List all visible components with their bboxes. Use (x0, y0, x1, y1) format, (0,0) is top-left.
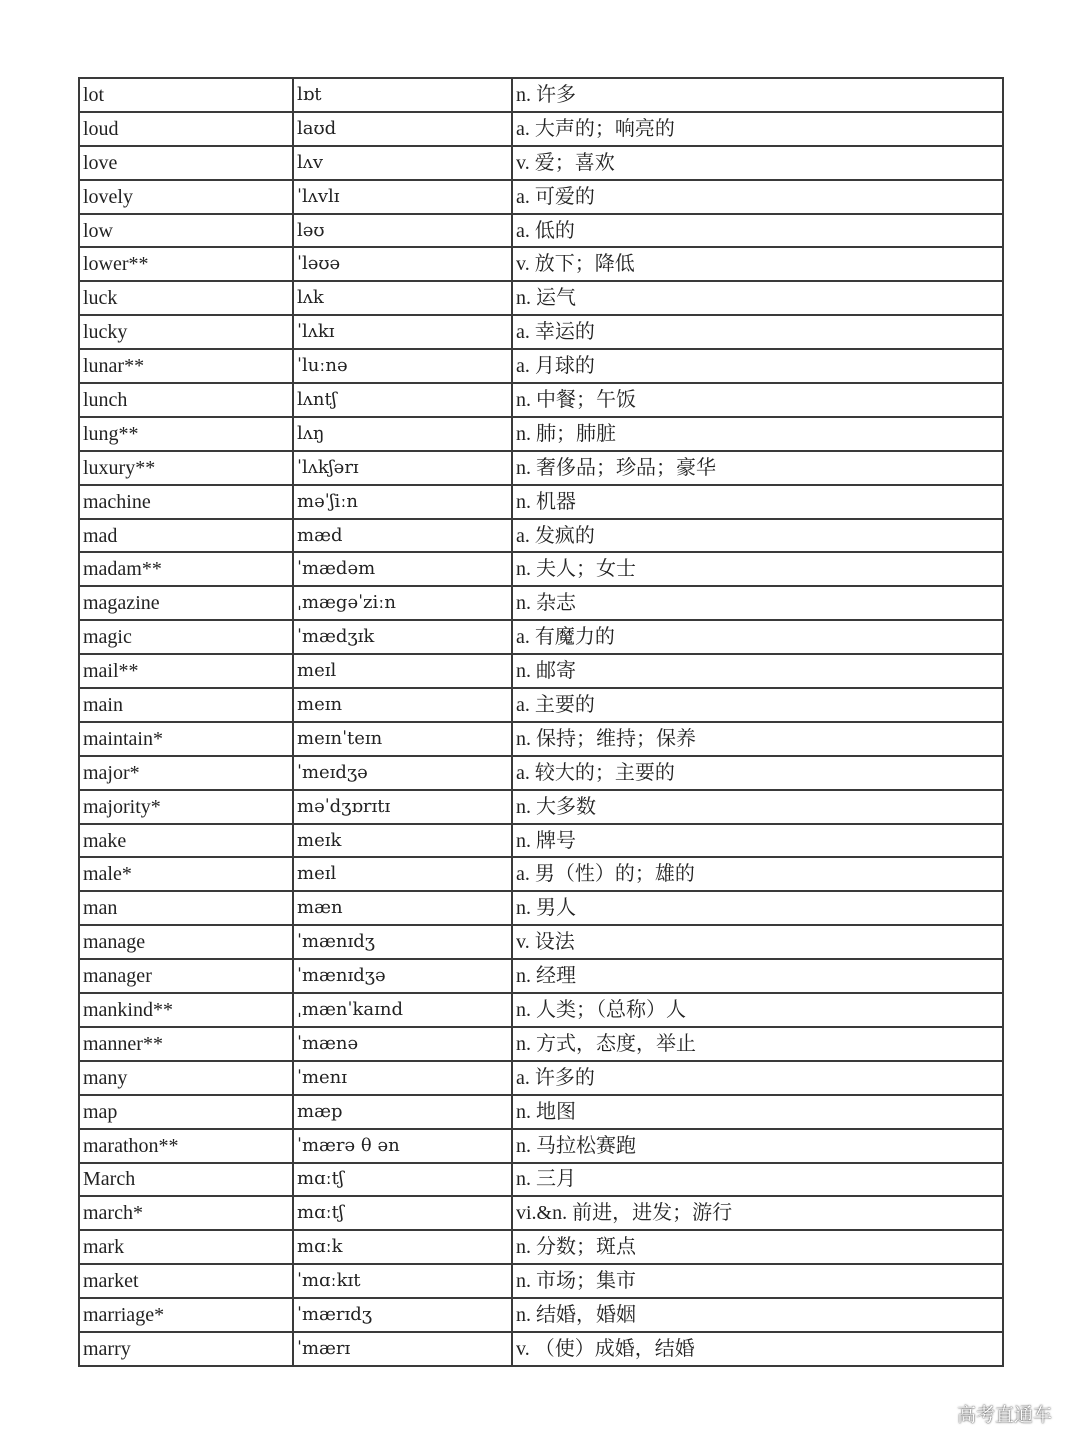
table-row (79, 1230, 1003, 1264)
phonetic-cell: ˈluːnə (293, 349, 512, 383)
meaning-cell: n. 肺；肺脏 (512, 417, 1003, 451)
word-cell: luck (79, 281, 293, 315)
table-row (79, 1298, 1003, 1332)
word-cell: man (79, 891, 293, 925)
word-cell: lucky (79, 315, 293, 349)
word-cell: lung** (79, 417, 293, 451)
meaning-cell: a. 幸运的 (512, 315, 1003, 349)
table-row (79, 315, 1003, 349)
phonetic-cell: ˈlʌkʃərɪ (293, 451, 512, 485)
phonetic-cell: ˈmædəm (293, 552, 512, 586)
meaning-cell: vi.&n. 前进，进发；游行 (512, 1196, 1003, 1230)
phonetic-cell: ˌmænˈkaɪnd (293, 993, 512, 1027)
word-cell: male* (79, 857, 293, 891)
meaning-cell: v. 设法 (512, 925, 1003, 959)
word-cell: lunar** (79, 349, 293, 383)
phonetic-cell: ˈmærɪ (293, 1332, 512, 1366)
word-cell: main (79, 688, 293, 722)
word-cell: machine (79, 485, 293, 519)
table-row (79, 1027, 1003, 1061)
word-cell: love (79, 146, 293, 180)
phonetic-cell: meɪk (293, 824, 512, 858)
meaning-cell: a. 低的 (512, 214, 1003, 248)
word-cell: madam** (79, 552, 293, 586)
word-cell: marathon** (79, 1129, 293, 1163)
table-row (79, 586, 1003, 620)
meaning-cell: a. 大声的；响亮的 (512, 112, 1003, 146)
table-row (79, 688, 1003, 722)
watermark: 高考直通车 (956, 1404, 1052, 1426)
meaning-cell: n. 中餐；午饭 (512, 383, 1003, 417)
word-cell: manner** (79, 1027, 293, 1061)
meaning-cell: n. 保持；维持；保养 (512, 722, 1003, 756)
table-row (79, 78, 1003, 112)
table-row (79, 824, 1003, 858)
word-cell: low (79, 214, 293, 248)
meaning-cell: a. 主要的 (512, 688, 1003, 722)
phonetic-cell: lʌv (293, 146, 512, 180)
phonetic-cell: lʌntʃ (293, 383, 512, 417)
phonetic-cell: ˈmænɪdʒ (293, 925, 512, 959)
table-row (79, 1163, 1003, 1197)
word-cell: march* (79, 1196, 293, 1230)
phonetic-cell: meɪnˈteɪn (293, 722, 512, 756)
phonetic-cell: meɪl (293, 857, 512, 891)
phonetic-cell: mæp (293, 1095, 512, 1129)
table-row (79, 451, 1003, 485)
word-cell: many (79, 1061, 293, 1095)
word-cell: mail** (79, 654, 293, 688)
table-row (79, 1095, 1003, 1129)
phonetic-cell: laʊd (293, 112, 512, 146)
word-cell: mankind** (79, 993, 293, 1027)
table-row (79, 756, 1003, 790)
phonetic-cell: mæn (293, 891, 512, 925)
meaning-cell: v. 爱；喜欢 (512, 146, 1003, 180)
table-row (79, 1129, 1003, 1163)
meaning-cell: n. 地图 (512, 1095, 1003, 1129)
phonetic-cell: məˈdʒɒrɪtɪ (293, 790, 512, 824)
phonetic-cell: ləʊ (293, 214, 512, 248)
meaning-cell: n. 马拉松赛跑 (512, 1129, 1003, 1163)
table-row (79, 146, 1003, 180)
table-row (79, 349, 1003, 383)
meaning-cell: n. 机器 (512, 485, 1003, 519)
word-cell: lot (79, 78, 293, 112)
word-cell: lunch (79, 383, 293, 417)
meaning-cell: a. 许多的 (512, 1061, 1003, 1095)
meaning-cell: n. 许多 (512, 78, 1003, 112)
meaning-cell: n. 结婚，婚姻 (512, 1298, 1003, 1332)
meaning-cell: n. 方式，态度，举止 (512, 1027, 1003, 1061)
phonetic-cell: mɑːtʃ (293, 1163, 512, 1197)
table-row (79, 722, 1003, 756)
table-row (79, 993, 1003, 1027)
meaning-cell: n. 夫人；女士 (512, 552, 1003, 586)
phonetic-cell: meɪl (293, 654, 512, 688)
word-cell: magazine (79, 586, 293, 620)
word-cell: marriage* (79, 1298, 293, 1332)
word-cell: luxury** (79, 451, 293, 485)
meaning-cell: n. 经理 (512, 959, 1003, 993)
vocabulary-table (78, 77, 1004, 1367)
table-row (79, 857, 1003, 891)
phonetic-cell: ˈmænɪdʒə (293, 959, 512, 993)
phonetic-cell: ˈlʌkɪ (293, 315, 512, 349)
word-cell: maintain* (79, 722, 293, 756)
table-row (79, 180, 1003, 214)
word-cell: March (79, 1163, 293, 1197)
meaning-cell: n. 杂志 (512, 586, 1003, 620)
table-row (79, 1264, 1003, 1298)
phonetic-cell: lʌk (293, 281, 512, 315)
meaning-cell: n. 三月 (512, 1163, 1003, 1197)
meaning-cell: n. 男人 (512, 891, 1003, 925)
word-cell: majority* (79, 790, 293, 824)
table-row (79, 925, 1003, 959)
meaning-cell: n. 奢侈品；珍品；豪华 (512, 451, 1003, 485)
table-row (79, 1196, 1003, 1230)
word-cell: magic (79, 620, 293, 654)
meaning-cell: n. 邮寄 (512, 654, 1003, 688)
phonetic-cell: mæd (293, 519, 512, 553)
word-cell: make (79, 824, 293, 858)
meaning-cell: a. 较大的；主要的 (512, 756, 1003, 790)
word-cell: manage (79, 925, 293, 959)
word-cell: mad (79, 519, 293, 553)
meaning-cell: n. 分数；斑点 (512, 1230, 1003, 1264)
table-row (79, 620, 1003, 654)
word-cell: lovely (79, 180, 293, 214)
table-row (79, 654, 1003, 688)
word-cell: manager (79, 959, 293, 993)
table-row (79, 1332, 1003, 1366)
phonetic-cell: ˈlʌvlɪ (293, 180, 512, 214)
phonetic-cell: ˈmænə (293, 1027, 512, 1061)
word-cell: major* (79, 756, 293, 790)
table-row (79, 891, 1003, 925)
meaning-cell: a. 男（性）的；雄的 (512, 857, 1003, 891)
word-cell: lower** (79, 247, 293, 281)
meaning-cell: a. 可爱的 (512, 180, 1003, 214)
word-cell: market (79, 1264, 293, 1298)
phonetic-cell: meɪn (293, 688, 512, 722)
table-row (79, 214, 1003, 248)
table-row (79, 959, 1003, 993)
meaning-cell: n. 市场；集市 (512, 1264, 1003, 1298)
phonetic-cell: ˌmægəˈziːn (293, 586, 512, 620)
word-cell: loud (79, 112, 293, 146)
table-row (79, 247, 1003, 281)
meaning-cell: v. 放下；降低 (512, 247, 1003, 281)
phonetic-cell: ˈmædʒɪk (293, 620, 512, 654)
phonetic-cell: mɑːtʃ (293, 1196, 512, 1230)
phonetic-cell: ˈləʊə (293, 247, 512, 281)
meaning-cell: n. 人类；（总称）人 (512, 993, 1003, 1027)
meaning-cell: a. 发疯的 (512, 519, 1003, 553)
table-row (79, 485, 1003, 519)
phonetic-cell: ˈmɑːkɪt (293, 1264, 512, 1298)
meaning-cell: a. 月球的 (512, 349, 1003, 383)
table-row (79, 417, 1003, 451)
word-cell: mark (79, 1230, 293, 1264)
table-row (79, 383, 1003, 417)
meaning-cell: n. 牌号 (512, 824, 1003, 858)
table-row (79, 790, 1003, 824)
phonetic-cell: ˈmeɪdʒə (293, 756, 512, 790)
phonetic-cell: ˈmærə θ ən (293, 1129, 512, 1163)
word-cell: map (79, 1095, 293, 1129)
word-cell: marry (79, 1332, 293, 1366)
phonetic-cell: ˈmenɪ (293, 1061, 512, 1095)
table-row (79, 112, 1003, 146)
phonetic-cell: məˈʃiːn (293, 485, 512, 519)
meaning-cell: a. 有魔力的 (512, 620, 1003, 654)
meaning-cell: n. 运气 (512, 281, 1003, 315)
phonetic-cell: mɑːk (293, 1230, 512, 1264)
phonetic-cell: lʌŋ (293, 417, 512, 451)
table-row (79, 1061, 1003, 1095)
table-row (79, 281, 1003, 315)
meaning-cell: v. （使）成婚，结婚 (512, 1332, 1003, 1366)
phonetic-cell: ˈmærɪdʒ (293, 1298, 512, 1332)
table-row (79, 552, 1003, 586)
phonetic-cell: lɒt (293, 78, 512, 112)
table-row (79, 519, 1003, 553)
meaning-cell: n. 大多数 (512, 790, 1003, 824)
